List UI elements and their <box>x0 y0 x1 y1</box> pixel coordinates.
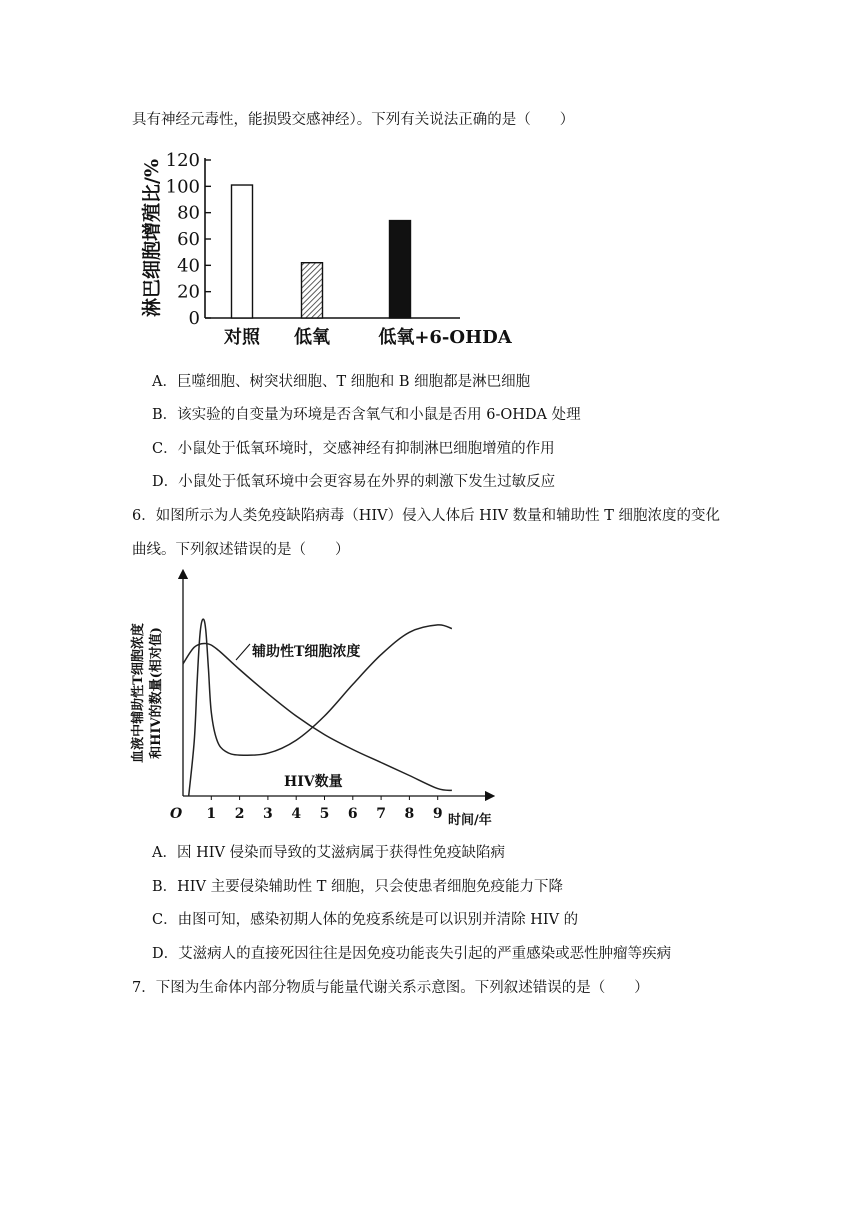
q5-option-a[interactable]: A．巨噬细胞、树突状细胞、T 细胞和 B 细胞都是淋巴细胞 <box>152 374 531 390</box>
question-5-stem-tail: 具有神经元毒性，能损毁交感神经）。下列有关说法正确的是（ ） <box>132 112 575 128</box>
helper-t-series-label: 辅助性T细胞浓度 <box>252 644 361 660</box>
q6-stem-line-1: 6．如图所示为人类免疫缺陷病毒（HIV）侵入人体后 HIV 数量和辅助性 T 细胞浓度的变化 <box>132 508 721 524</box>
q7-stem: 7．下图为生命体内部分物质与能量代谢关系示意图。下列叙述错误的是（ ） <box>132 980 649 996</box>
bar-category-label: 低氧 <box>294 327 330 348</box>
hiv-chart-x-axis-label: 时间/年 <box>448 813 492 828</box>
hiv-x-tick-label: 5 <box>319 806 330 822</box>
bar-1 <box>232 185 253 318</box>
bar-chart-y-axis-label: 淋巴细胞增殖比/% <box>141 159 163 317</box>
bar-y-tick-label: 0 <box>188 308 200 329</box>
helper-t-cell-curve <box>183 643 452 790</box>
bar-2 <box>302 263 323 318</box>
q5-option-d[interactable]: D．小鼠处于低氧环境中会更容易在外界的刺激下发生过敏反应 <box>152 474 556 490</box>
hiv-x-tick-label: 2 <box>234 806 245 822</box>
hiv-x-tick-label: 1 <box>206 806 217 822</box>
hiv-x-tick-label: 9 <box>432 806 443 822</box>
bar-y-tick-label: 40 <box>177 255 200 277</box>
q6-option-c[interactable]: C．由图可知，感染初期人体的免疫系统是可以识别并清除 HIV 的 <box>152 912 579 928</box>
q6-stem-line-2: 曲线。下列叙述错误的是（ ） <box>132 542 350 558</box>
hiv-chart-y-label-line-2: 和HIV的数量(相对值) <box>149 627 164 759</box>
q5-option-c[interactable]: C．小鼠处于低氧环境时，交感神经有抑制淋巴细胞增殖的作用 <box>152 441 555 457</box>
hiv-chart-origin-label: O <box>170 806 183 822</box>
hiv-line-chart <box>130 568 510 830</box>
bar-y-tick-label: 120 <box>165 150 200 171</box>
hiv-x-tick-label: 8 <box>404 806 415 822</box>
bar-category-label: 低氧+6-OHDA <box>378 327 512 348</box>
hiv-x-tick-label: 6 <box>347 806 358 822</box>
bar-y-tick-label: 100 <box>165 176 200 198</box>
bar-y-tick-label: 60 <box>177 229 200 250</box>
hiv-x-tick-label: 3 <box>263 806 273 822</box>
hiv-chart-y-axis-label <box>130 623 164 763</box>
bar-category-label: 对照 <box>224 327 260 348</box>
hiv-x-tick-label: 7 <box>376 806 386 822</box>
bar-3 <box>390 221 411 318</box>
hiv-chart-y-label-line-1: 血液中辅助性T细胞浓度 <box>131 623 146 763</box>
hiv-x-tick-label: 4 <box>291 806 302 822</box>
q6-option-a[interactable]: A．因 HIV 侵染而导致的艾滋病属于获得性免疫缺陷病 <box>152 845 506 861</box>
bar-y-tick-label: 80 <box>177 202 200 224</box>
q5-option-b[interactable]: B．该实验的自变量为环境是否含氧气和小鼠是否用 6-OHDA 处理 <box>152 407 581 423</box>
helper-t-label-leader <box>236 644 250 660</box>
bar-y-tick-label: 20 <box>177 281 200 303</box>
q6-option-d[interactable]: D．艾滋病人的直接死因往往是因免疫功能丧失引起的严重感染或恶性肿瘤等疾病 <box>152 946 672 962</box>
hiv-series-label: HIV数量 <box>284 774 343 790</box>
lymphocyte-bar-chart <box>130 148 530 358</box>
q6-option-b[interactable]: B．HIV 主要侵染辅助性 T 细胞，只会使患者细胞免疫能力下降 <box>152 879 563 895</box>
